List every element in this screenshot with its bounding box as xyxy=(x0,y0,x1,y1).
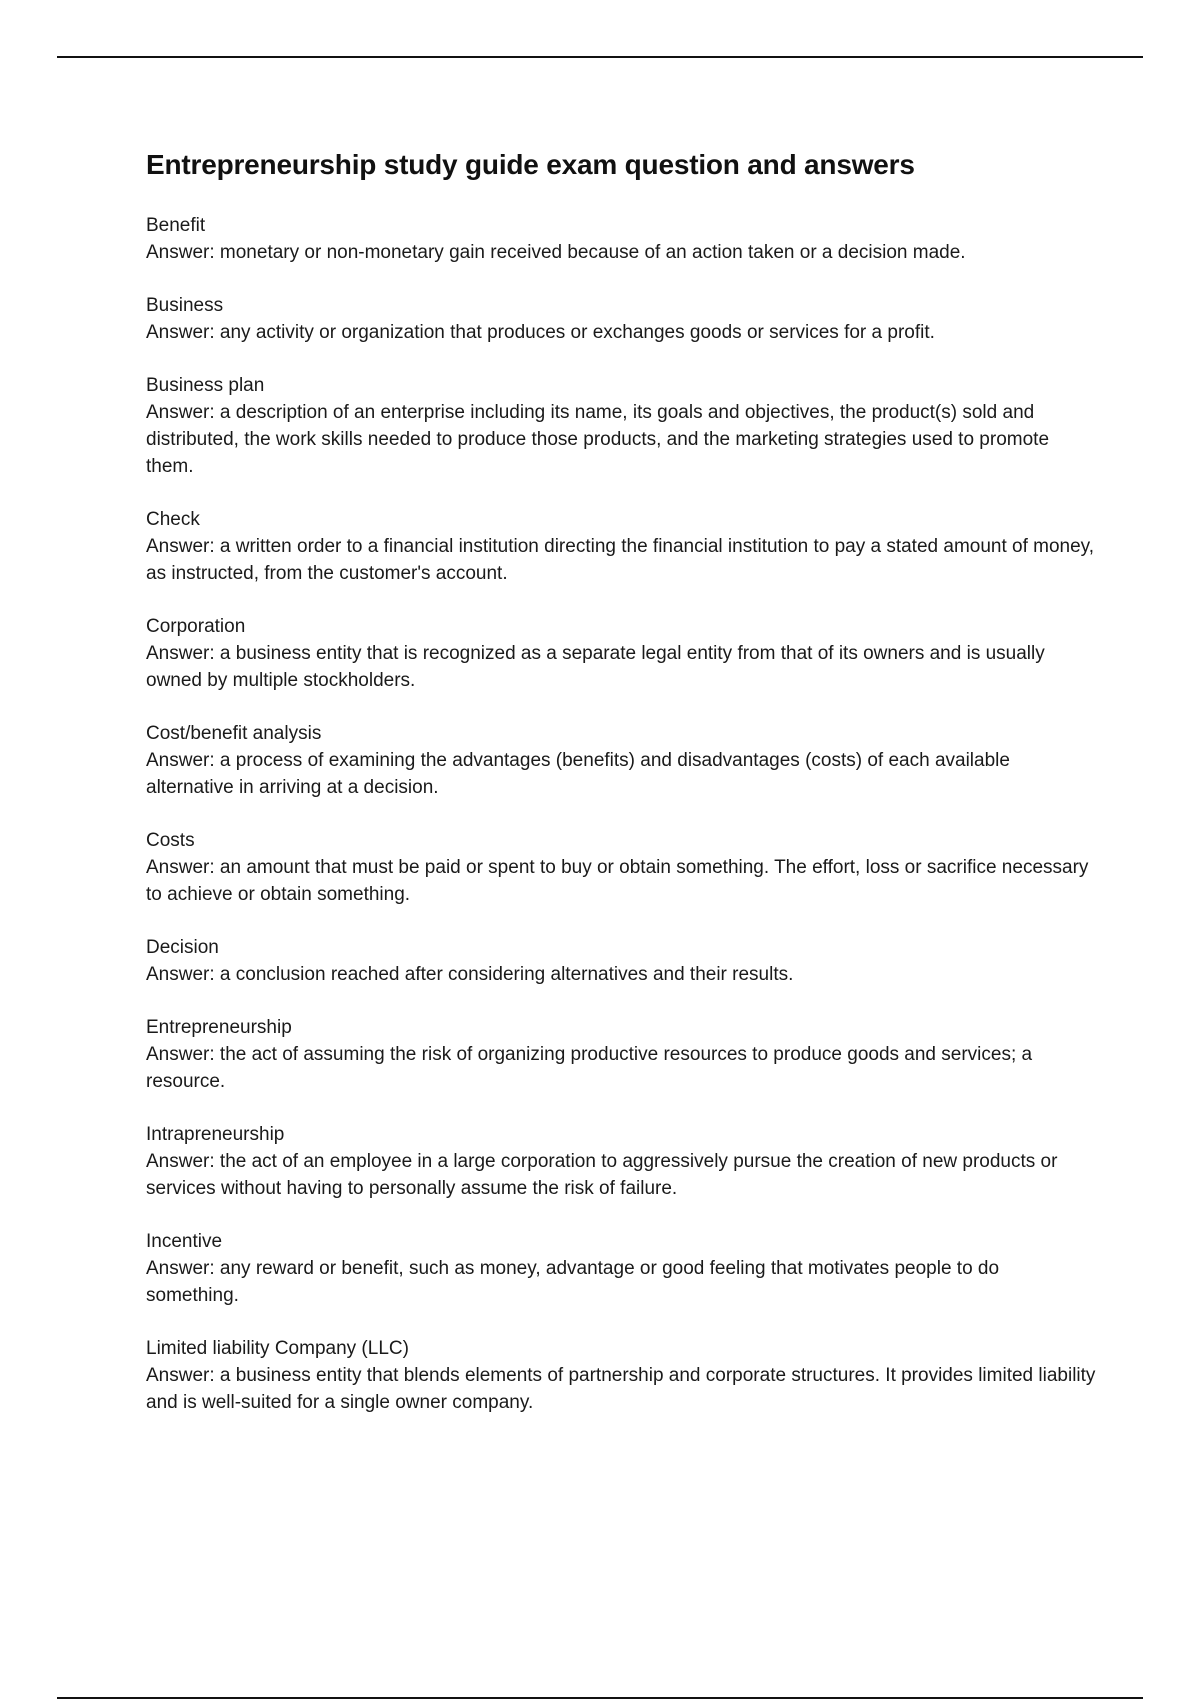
entry-cost-benefit-analysis xyxy=(146,720,1096,801)
entry-business-plan xyxy=(146,372,1096,480)
entry-term: Entrepreneurship xyxy=(146,1017,292,1038)
entry-answer: Answer: a conclusion reached after considering alternatives and their results. xyxy=(146,964,794,985)
entry-answer: Answer: any reward or benefit, such as money, advantage or good feeling that motivates people to do something. xyxy=(146,1258,1000,1306)
bottom-horizontal-rule xyxy=(57,1697,1143,1699)
entry-answer: Answer: a description of an enterprise including its name, its goals and objectives, the product(s) sold and distributed, the work skills needed to produce those products, and the marketing strategies used to promote them. xyxy=(146,402,1050,477)
entry-answer: Answer: an amount that must be paid or spent to buy or obtain something. The effort, loss or sacrifice necessary to achieve or obtain something. xyxy=(146,857,1089,905)
top-horizontal-rule xyxy=(57,56,1143,58)
document-body xyxy=(146,146,1096,1442)
entry-term: Costs xyxy=(146,830,195,851)
entry-benefit xyxy=(146,212,1096,266)
entry-answer: Answer: any activity or organization that produces or exchanges goods or services for a profit. xyxy=(146,322,935,343)
entry-answer: Answer: monetary or non-monetary gain received because of an action taken or a decision made. xyxy=(146,242,966,263)
entry-answer: Answer: a business entity that blends elements of partnership and corporate structures. It provides limited liability and is well-suited for a single owner company. xyxy=(146,1365,1096,1413)
entry-answer: Answer: the act of an employee in a large corporation to aggressively pursue the creation of new products or services without having to personally assume the risk of failure. xyxy=(146,1151,1058,1199)
entry-costs xyxy=(146,827,1096,908)
entry-term: Benefit xyxy=(146,215,206,236)
entry-decision xyxy=(146,934,1096,988)
entry-entrepreneurship xyxy=(146,1014,1096,1095)
entry-business xyxy=(146,292,1096,346)
entry-term: Intrapreneurship xyxy=(146,1124,285,1145)
entry-answer: Answer: a written order to a financial institution directing the financial institution to pay a stated amount of money, as instructed, from the customer's account. xyxy=(146,536,1095,584)
entry-term: Incentive xyxy=(146,1231,223,1252)
entry-answer: Answer: a business entity that is recognized as a separate legal entity from that of its owners and is usually owned by multiple stockholders. xyxy=(146,643,1045,691)
entry-corporation xyxy=(146,613,1096,694)
entry-intrapreneurship xyxy=(146,1121,1096,1202)
entry-term: Corporation xyxy=(146,616,246,637)
entry-answer: Answer: the act of assuming the risk of organizing productive resources to produce goods and services; a resource. xyxy=(146,1044,1033,1092)
document-title: Entrepreneurship study guide exam question and answers xyxy=(146,149,915,180)
entry-incentive xyxy=(146,1228,1096,1309)
entry-term: Limited liability Company (LLC) xyxy=(146,1338,409,1359)
entry-check xyxy=(146,506,1096,587)
entry-term: Decision xyxy=(146,937,219,958)
entry-term: Cost/benefit analysis xyxy=(146,723,322,744)
entry-term: Business xyxy=(146,295,224,316)
entry-answer: Answer: a process of examining the advantages (benefits) and disadvantages (costs) of each available alternative in arriving at a decision. xyxy=(146,750,1010,798)
entry-term: Business plan xyxy=(146,375,265,396)
entry-llc xyxy=(146,1335,1096,1416)
entry-term: Check xyxy=(146,509,200,530)
